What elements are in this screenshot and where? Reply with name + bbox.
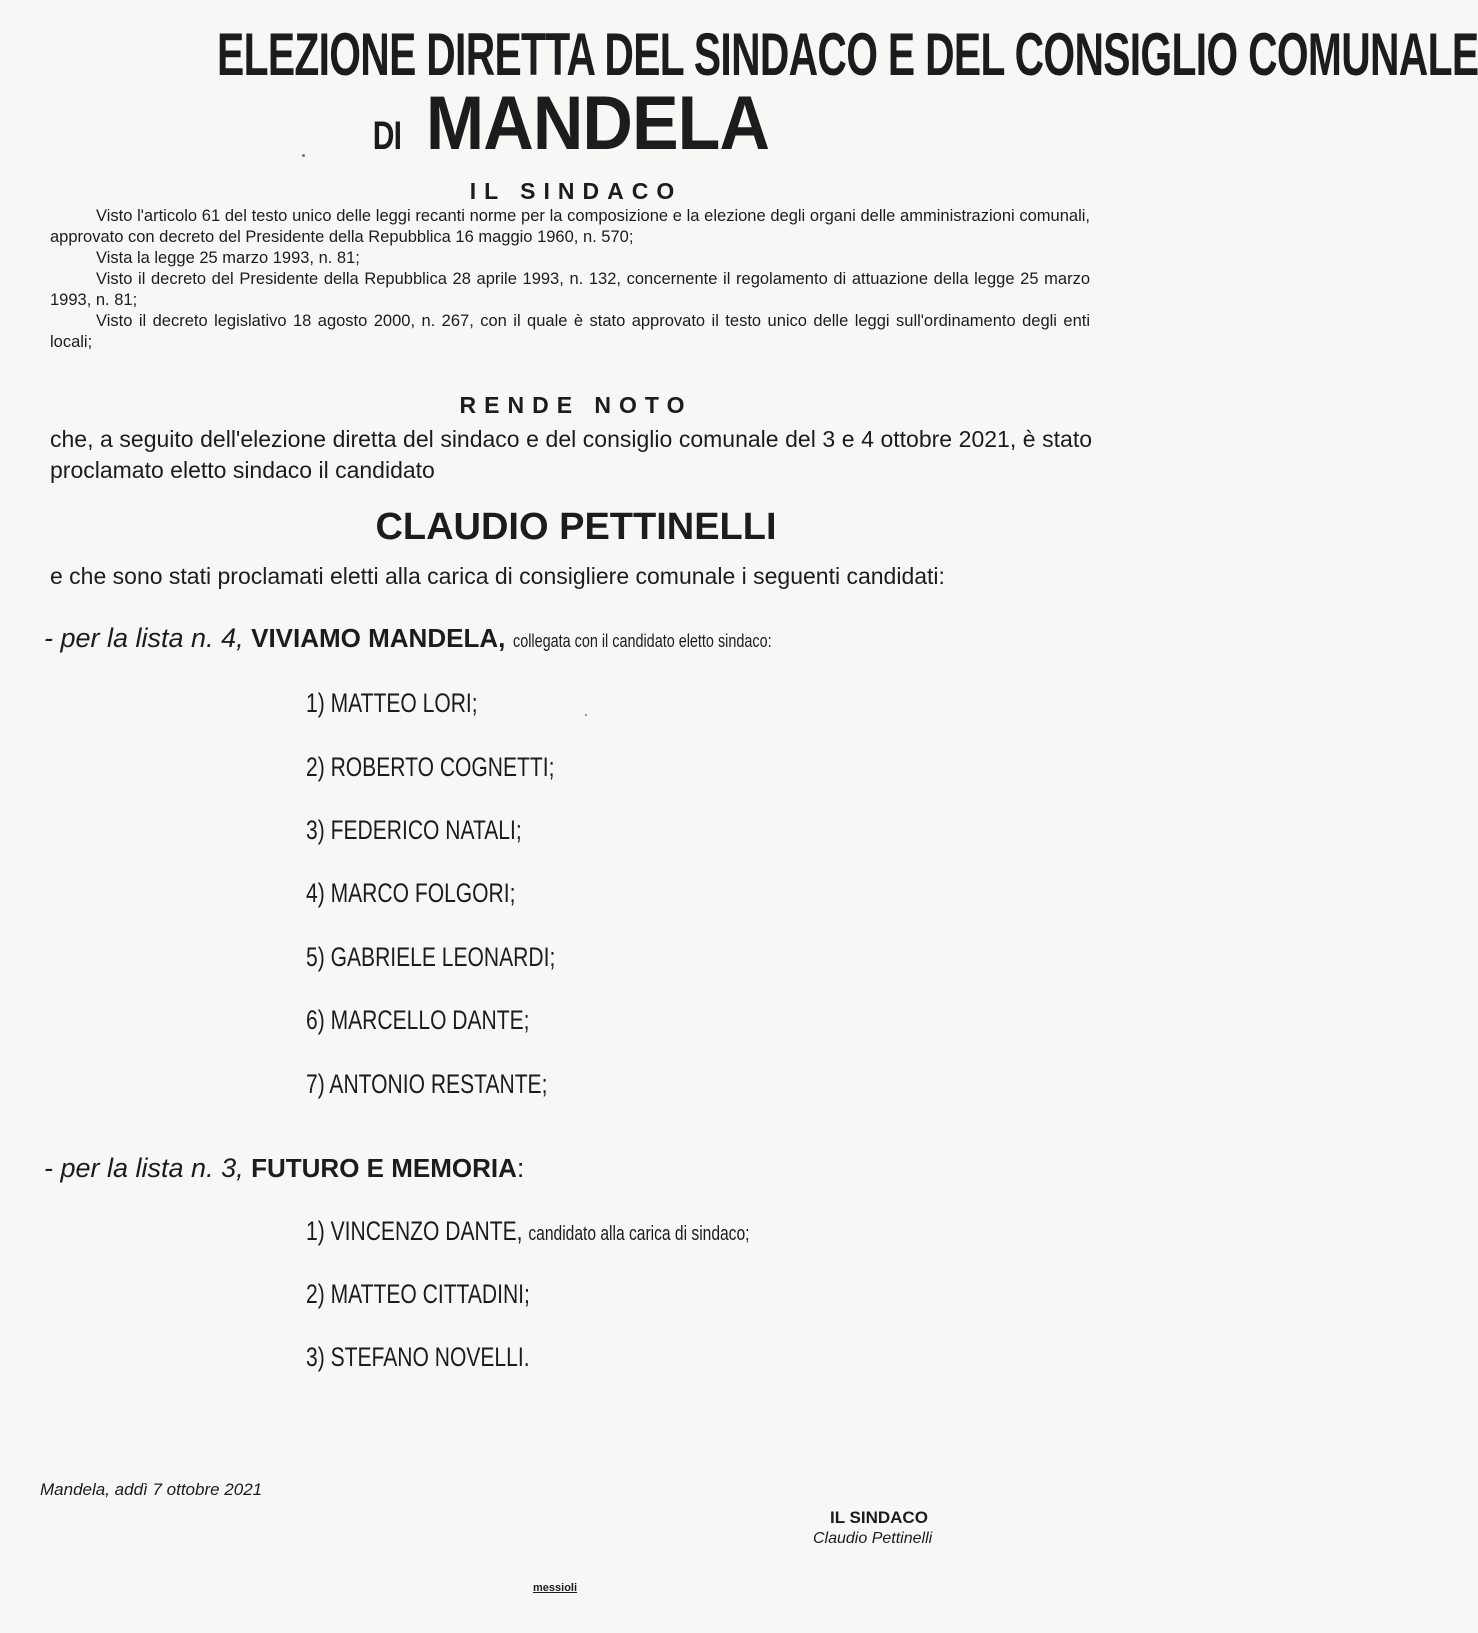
list-header [44, 1153, 524, 1184]
title-prefix: DI [373, 114, 402, 158]
candidate-item: 6) MARCELLO DANTE; [306, 1005, 530, 1035]
list-intro: - per la lista n. 3, [44, 1153, 244, 1183]
list-name: VIVIAMO MANDELA, [251, 623, 506, 653]
candidate-item: 4) MARCO FOLGORI; [306, 878, 516, 908]
candidate-item: 3) STEFANO NOVELLI. [306, 1342, 530, 1372]
notice-town-title [0, 81, 1152, 185]
signature-title: IL SINDACO [830, 1508, 928, 1527]
title-town: MANDELA [425, 81, 769, 166]
elected-mayor-name: CLAUDIO PETTINELLI [375, 506, 777, 548]
candidate-note: candidato alla carica di sindaco; [528, 1223, 750, 1245]
candidate-item: 1) MATTEO LORI; [306, 688, 478, 718]
preamble-3: Visto il decreto del Presidente della Repubblica 28 aprile 1993, n. 132, concernente il regolamento di attuazione della legge 25 marzo 1993, n. 81; [50, 270, 1090, 309]
list-name: FUTURO E MEMORIA [251, 1153, 517, 1183]
notice-title: ELEZIONE DIRETTA DEL SINDACO E DEL CONSIGLIO COMUNALE [217, 21, 1478, 88]
candidate-item: 3) FEDERICO NATALI; [306, 815, 522, 845]
scan-speck [585, 714, 587, 716]
list-note: : [516, 1153, 525, 1183]
list-intro: - per la lista n. 4, [44, 623, 244, 653]
signature-name: Claudio Pettinelli [813, 1530, 933, 1547]
il-sindaco-heading: IL SINDACO [469, 178, 683, 204]
scan-speck [302, 154, 305, 157]
preamble-4: Visto il decreto legislativo 18 agosto 2000, n. 267, con il quale è stato approvato il testo unico delle leggi sull'ordinamento degli enti locali; [50, 312, 1090, 351]
preamble-2: Vista la legge 25 marzo 1993, n. 81; [96, 249, 360, 267]
rende-noto-heading: RENDE NOTO [459, 392, 693, 418]
candidate-item: 5) GABRIELE LEONARDI; [306, 942, 556, 972]
printer-logo: messioli [533, 1582, 578, 1594]
list-note: collegata con il candidato eletto sindaco: [512, 631, 772, 651]
place-and-date: Mandela, addì 7 ottobre 2021 [40, 1480, 263, 1499]
candidate-item: 2) ROBERTO COGNETTI; [306, 752, 555, 782]
preamble-1: Visto l'articolo 61 del testo unico delle leggi recanti norme per la composizione e la elezione degli organi delle amministrazioni comunali, approvato con decreto del Presidente della Repubblica 16 maggio 1960, n. 570; [50, 207, 1090, 246]
list-header [44, 623, 836, 654]
candidate-item: 1) VINCENZO DANTE, candidato alla carica di sindaco; [306, 1216, 750, 1246]
candidate-item: 7) ANTONIO RESTANTE; [306, 1069, 548, 1099]
notice-text: che, a seguito dell'elezione diretta del sindaco e del consiglio comunale del 3 e 4 ottobre 2021, è stato proclamato eletto sindaco il candidato [50, 426, 1092, 483]
candidate-item: 2) MATTEO CITTADINI; [306, 1279, 530, 1309]
elected-councillors-intro: e che sono stati proclamati eletti alla carica di consigliere comunale i seguenti candidati: [50, 563, 945, 589]
